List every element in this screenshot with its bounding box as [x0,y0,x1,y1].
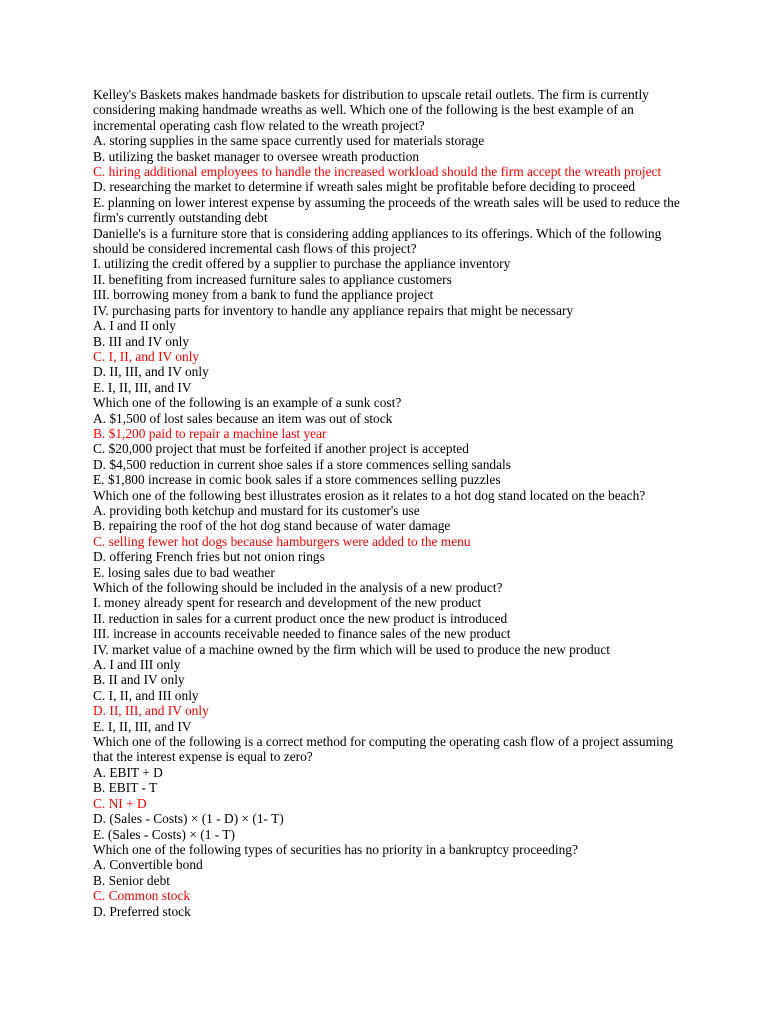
correct-answer-option: C. I, II, and IV only [93,348,200,364]
answer-option: D. researching the market to determine if wreath sales might be profitable before deciding to proceed [93,179,636,195]
question-block [93,842,693,919]
answer-option: C. $20,000 project that must be forfeited if another project is accepted [93,441,469,457]
correct-answer-option: C. NI + D [93,795,147,811]
roman-statement: III. increase in accounts receivable needed to finance sales of the new product [93,626,511,642]
answer-option: E. (Sales - Costs) × (1 - T) [93,826,235,842]
roman-statement: IV. market value of a machine owned by the firm which will be used to produce the new product [93,641,610,657]
roman-statement: IV. purchasing parts for inventory to handle any appliance repairs that might be necessary [93,302,574,318]
answer-option: B. EBIT - T [93,780,158,796]
correct-answer-option: D. II, III, and IV only [93,703,209,719]
roman-statement: II. benefiting from increased furniture sales to appliance customers [93,271,452,287]
answer-option: A. $1,500 of lost sales because an item was out of stock [93,410,393,426]
answer-option: E. planning on lower interest expense by assuming the proceeds of the wreath sales will be used to reduce the firm's currently outstanding debt [93,194,680,226]
answer-option: B. III and IV only [93,333,190,349]
roman-statement: III. borrowing money from a bank to fund the appliance project [93,287,434,303]
question-stem: Kelley's Baskets makes handmade baskets for distribution to upscale retail outlets. The firm is currently considering making handmade wreaths as well. Which one of the following is the best example of an incremental operating cash flow related to the wreath project? [93,87,649,133]
answer-option: A. Convertible bond [93,857,203,873]
answer-option: E. I, II, III, and IV [93,718,192,734]
correct-answer-option: C. Common stock [93,888,191,904]
answer-option: D. offering French fries but not onion rings [93,549,325,565]
correct-answer-option: C. selling fewer hot dogs because hamburgers were added to the menu [93,533,471,549]
answer-option: D. $4,500 reduction in current shoe sales if a store commences selling sandals [93,456,511,472]
answer-option: E. $1,800 increase in comic book sales if a store commences selling puzzles [93,472,501,488]
question-stem: Which one of the following types of securities has no priority in a bankruptcy proceeding? [93,841,578,857]
question-stem: Which one of the following best illustrates erosion as it relates to a hot dog stand located on the beach? [93,487,646,503]
answer-option: A. I and III only [93,657,181,673]
answer-option: D. II, III, and IV only [93,364,209,380]
question-block [93,580,693,734]
roman-statement: I. money already spent for research and development of the new product [93,595,482,611]
correct-answer-option: C. hiring additional employees to handle the increased workload should the firm accept the wreath project [93,164,662,180]
answer-option: A. I and II only [93,318,176,334]
document-page [93,87,693,919]
roman-statement: II. reduction in sales for a current product once the new product is introduced [93,610,508,626]
answer-option: B. utilizing the basket manager to oversee wreath production [93,148,420,164]
answer-option: A. providing both ketchup and mustard for its customer's use [93,502,420,518]
answer-option: D. Preferred stock [93,903,191,919]
question-stem: Which one of the following is an example of a sunk cost? [93,395,402,411]
question-stem: Which one of the following is a correct method for computing the operating cash flow of a project assuming that the interest expense is equal to zero? [93,734,674,765]
answer-option: C. I, II, and III only [93,687,199,703]
question-block [93,488,693,580]
question-block [93,87,693,226]
answer-option: B. II and IV only [93,672,185,688]
answer-option: A. storing supplies in the same space currently used for materials storage [93,133,485,149]
answer-option: D. (Sales - Costs) × (1 - D) × (1- T) [93,811,284,827]
answer-option: E. I, II, III, and IV [93,379,192,395]
question-block [93,226,693,395]
correct-answer-option: B. $1,200 paid to repair a machine last year [93,425,327,441]
question-stem: Danielle's is a furniture store that is considering adding appliances to its offerings. Which of the following should be considered incremental cash flows of this project? [93,225,662,257]
answer-option: B. Senior debt [93,872,170,888]
question-stem: Which of the following should be included in the analysis of a new product? [93,580,503,595]
answer-option: A. EBIT + D [93,764,163,780]
roman-statement: I. utilizing the credit offered by a supplier to purchase the appliance inventory [93,256,511,272]
answer-option: B. repairing the roof of the hot dog stand because of water damage [93,518,451,534]
answer-option: E. losing sales due to bad weather [93,564,275,580]
question-block [93,395,693,487]
question-block [93,734,693,842]
